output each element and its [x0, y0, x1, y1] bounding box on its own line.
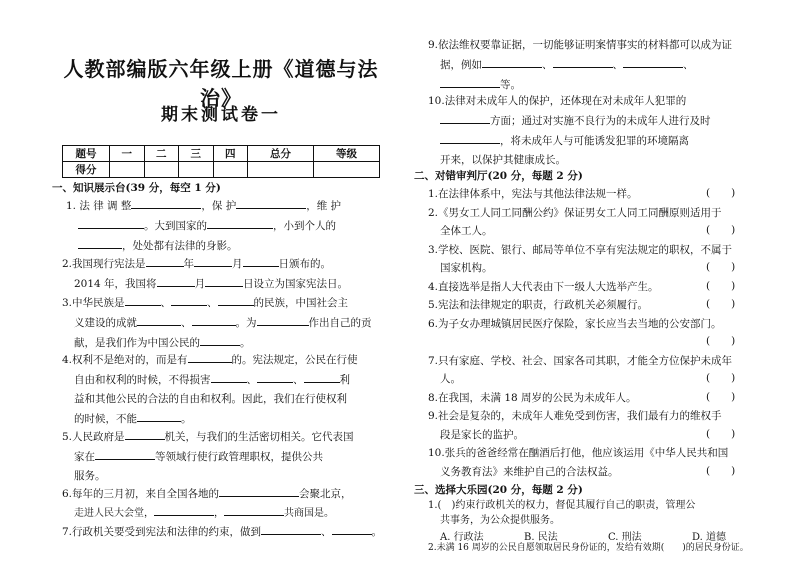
score-cell: 二: [144, 146, 179, 162]
question-5: 5.人民政府是 机关，与我们的生活密切相关。它代表国 家在 等领域行使行政管理职权，提供公共 服务。: [62, 427, 390, 486]
tf-answer-7[interactable]: ( ): [706, 372, 736, 384]
answer-blank[interactable]: [261, 522, 321, 535]
section1-heading: 一、知识展示台(39 分，每空 1 分): [52, 182, 221, 194]
tf-answer-9[interactable]: ( ): [706, 428, 736, 440]
question-10: 10.法律对未成年人的保护，还体现在对未成年人犯罪的 方面；通过对实施不良行为的未成年人进行及时 ，将未成年人与可能诱发犯罪的环境隔离 开来，以保护其健康成长。: [428, 95, 711, 166]
answer-blank[interactable]: [304, 370, 340, 383]
tf-item: 9.社会是复杂的，未成年人难免受到伤害，我们最有力的维权手: [428, 410, 722, 422]
tf-answer-1[interactable]: ( ): [706, 187, 736, 199]
choice-question-1: 1.( )约束行政机关的权力，督促其履行自己的职责，管理公 共事务，为公众提供服务。: [428, 500, 696, 526]
answer-blank[interactable]: [623, 55, 683, 68]
answer-blank[interactable]: [125, 293, 161, 306]
answer-blank[interactable]: [207, 216, 273, 229]
score-cell: 得分: [63, 162, 110, 178]
answer-blank[interactable]: [332, 522, 372, 535]
answer-blank[interactable]: [154, 503, 214, 516]
question-3: 3.中华民族是 、 、 的民族，中国社会主 义建设的成就 、 。为 作出自己的贡 献，是我们作为中国公民的 。: [62, 293, 390, 353]
tf-item: 6.为子女办理城镇居民医疗保险，家长应当去当地的公安部门。: [428, 317, 722, 330]
answer-blank[interactable]: [257, 370, 293, 383]
answer-blank[interactable]: [440, 75, 500, 88]
score-cell: 四: [213, 146, 248, 162]
answer-blank[interactable]: [146, 254, 184, 267]
tf-item: 5.宪法和法律规定的职责，行政机关必须履行。: [428, 299, 649, 311]
score-cell: 三: [179, 146, 214, 162]
answer-blank[interactable]: [95, 447, 155, 460]
tf-answer-5[interactable]: ( ): [706, 298, 736, 310]
score-cell: 一: [110, 146, 145, 162]
choice-question-2: 2.未满 16 周岁的公民自愿领取居民身份证的，发给有效期( )的居民身份证。: [428, 543, 749, 553]
score-input-cell[interactable]: [248, 162, 314, 178]
answer-blank[interactable]: [194, 254, 232, 267]
answer-blank[interactable]: [192, 313, 236, 326]
answer-blank[interactable]: [257, 313, 309, 326]
score-cell: 等级: [314, 146, 380, 162]
tf-item: 人。: [440, 373, 461, 385]
score-input-cell[interactable]: [314, 162, 380, 178]
answer-blank[interactable]: [157, 274, 195, 287]
question-1: 1. 法 律 调 整 ，保 护 ，维 护 。大到国家的 ，小到个人的 ，处处都有法律的身影。: [66, 196, 390, 256]
tf-item: 义务教育法》来维护自己的合法权益。: [440, 465, 619, 478]
tf-answer-8[interactable]: ( ): [706, 391, 736, 403]
answer-blank[interactable]: [224, 503, 284, 516]
exam-title: 人教部编版六年级上册《道德与法治》: [63, 57, 379, 110]
tf-item: 段是家长的监护。: [440, 428, 524, 441]
answer-blank[interactable]: [137, 409, 181, 422]
score-input-cell[interactable]: [144, 162, 179, 178]
question-2: 2.我国现行宪法是 年 月 日颁布的。 2014 年，我国将 月 日设立为国家宪法日。: [62, 254, 390, 294]
tf-item: 1.在法律体系中，宪法与其他法律法规一样。: [428, 188, 638, 200]
tf-item: 全体工人。: [440, 225, 493, 237]
answer-blank[interactable]: [125, 427, 165, 440]
answer-blank[interactable]: [236, 196, 306, 209]
tf-answer-4[interactable]: ( ): [706, 280, 736, 292]
tf-answer-3[interactable]: ( ): [706, 261, 736, 273]
tf-item: 7.只有家庭、学校、社会、国家各司其职，才能全方位保护未成年: [428, 354, 733, 367]
answer-blank[interactable]: [78, 216, 144, 229]
score-table-header-row: [63, 146, 380, 162]
option-b[interactable]: B. 民法: [524, 532, 558, 543]
answer-blank[interactable]: [205, 274, 243, 287]
answer-blank[interactable]: [218, 293, 254, 306]
question-6: 6.每年的三月初，来自全国各地的 会聚北京，: [62, 484, 390, 504]
answer-blank[interactable]: [243, 254, 279, 267]
question-6-cont: 走进人民大会堂， ， 共商国是。: [62, 503, 390, 523]
tf-answer-10[interactable]: ( ): [706, 465, 736, 477]
question-4: 4.权利不是绝对的，而是有 的。宪法规定，公民在行使 自由和权利的时候，不得损害 、 、 利 益和其他公民的合法的自由和权利。因此，我们在行使权利 的时候，不能 。: [62, 350, 390, 429]
tf-item: 10.张兵的爸爸经常在酗酒后打他，他应该运用《中华人民共和国: [428, 447, 729, 459]
answer-blank[interactable]: [440, 111, 490, 124]
tf-item: 2.《男女工人同工同酬公约》保证男女工人同工同酬原则适用于: [428, 206, 722, 219]
option-d[interactable]: D. 道德: [692, 532, 727, 543]
answer-blank[interactable]: [200, 333, 240, 346]
option-a[interactable]: A. 行政法: [440, 532, 484, 543]
answer-blank[interactable]: [482, 55, 542, 68]
exam-subtitle: 期末测试卷一: [161, 105, 281, 125]
section3-heading: 三、选择大乐园(20 分，每题 2 分): [414, 484, 583, 496]
score-table: [62, 145, 380, 178]
tf-item: 3.学校、医院、银行、邮局等单位不享有宪法规定的职权，不属于: [428, 243, 733, 256]
score-input-cell[interactable]: [110, 162, 145, 178]
answer-blank[interactable]: [440, 131, 500, 144]
question-9: 9.依法维权要靠证据，一切能够证明案情事实的材料都可以成为证 据，例如 、 、 、 等。: [428, 39, 733, 91]
tf-item: 4.直接选举是指人大代表由下一级人大选举产生。: [428, 280, 659, 293]
score-input-cell[interactable]: [179, 162, 214, 178]
score-cell: 题号: [63, 146, 110, 162]
option-c[interactable]: C. 刑法: [608, 532, 642, 543]
answer-blank[interactable]: [131, 196, 201, 209]
tf-item: 国家机构。: [440, 262, 493, 274]
answer-blank[interactable]: [211, 370, 247, 383]
question-7: 7.行政机关要受到宪法和法律的约束，做到 、 。: [62, 522, 390, 542]
answer-blank[interactable]: [188, 350, 232, 363]
score-input-cell[interactable]: [213, 162, 248, 178]
tf-item: 8.在我国，未满 18 周岁的公民为未成年人。: [428, 391, 637, 404]
score-table-score-row: [63, 162, 380, 178]
section2-heading: 二、对错审判厅(20 分，每题 2 分): [414, 170, 583, 182]
tf-answer-6[interactable]: ( ): [706, 335, 736, 347]
tf-answer-2[interactable]: ( ): [706, 224, 736, 236]
score-cell: 总分: [248, 146, 314, 162]
answer-blank[interactable]: [78, 236, 122, 249]
answer-blank[interactable]: [553, 55, 613, 68]
answer-blank[interactable]: [137, 313, 181, 326]
answer-blank[interactable]: [171, 293, 207, 306]
answer-blank[interactable]: [219, 484, 299, 497]
